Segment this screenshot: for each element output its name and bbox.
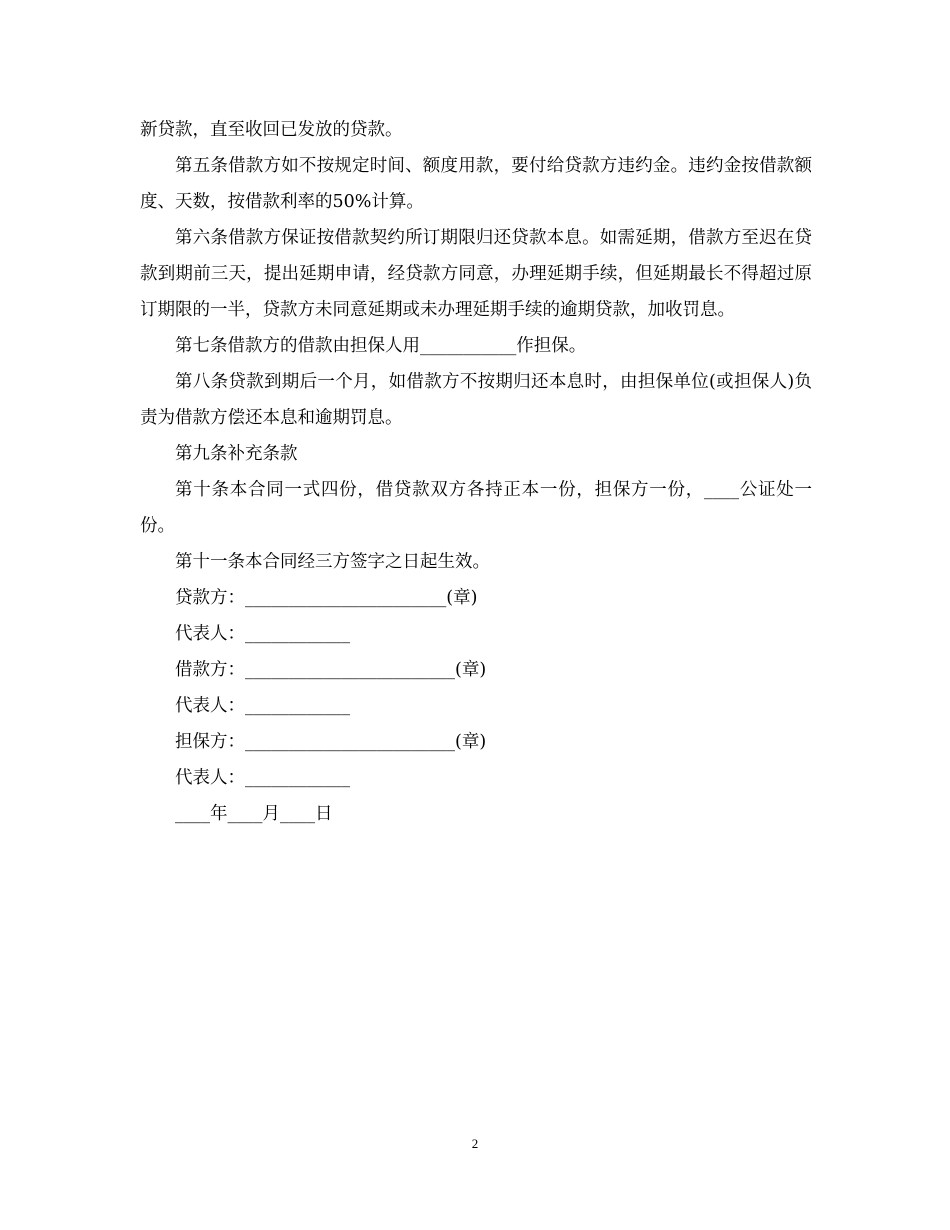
borrower-signature-line: 借款方：________________________(章) xyxy=(175,660,487,680)
article-6-paragraph: 第六条借款方保证按借款契约所订期限归还贷款本息。如需延期，借款方至迟在贷款到期前三天，提出延期申请，经贷款方同意，办理延期手续，但延期最长不得超过原订期限的一半，贷款方未同意延期或未办理延期手续的逾期贷款，加收罚息。 xyxy=(140,228,812,320)
article-10-paragraph: 第十条本合同一式四份，借贷款双方各持正本一份，担保方一份，____公证处一份。 xyxy=(140,480,812,536)
page-number: 2 xyxy=(471,1136,479,1151)
guarantor-representative-line: 代表人：____________ xyxy=(175,768,350,788)
lender-signature-line: 贷款方：_______________________(章) xyxy=(175,588,478,608)
article-7-paragraph: 第七条借款方的借款由担保人用___________作担保。 xyxy=(175,336,587,356)
date-line: ____年____月____日 xyxy=(175,804,333,824)
article-5-paragraph: 第五条借款方如不按规定时间、额度用款，要付给贷款方违约金。违约金按借款额度、天数，按借款利率的50%计算。 xyxy=(140,156,812,212)
lender-representative-line: 代表人：____________ xyxy=(175,624,350,644)
signature-block xyxy=(140,580,812,832)
contract-body xyxy=(140,112,812,832)
borrower-representative-line: 代表人：____________ xyxy=(175,696,350,716)
article-9-paragraph: 第九条补充条款 xyxy=(175,444,298,464)
continuation-paragraph: 新贷款，直至收回已发放的贷款。 xyxy=(140,120,403,140)
article-11-paragraph: 第十一条本合同经三方签字之日起生效。 xyxy=(175,552,490,572)
guarantor-signature-line: 担保方：________________________(章) xyxy=(175,732,487,752)
article-8-paragraph: 第八条贷款到期后一个月，如借款方不按期归还本息时，由担保单位(或担保人)负责为借款方偿还本息和逾期罚息。 xyxy=(140,372,812,428)
